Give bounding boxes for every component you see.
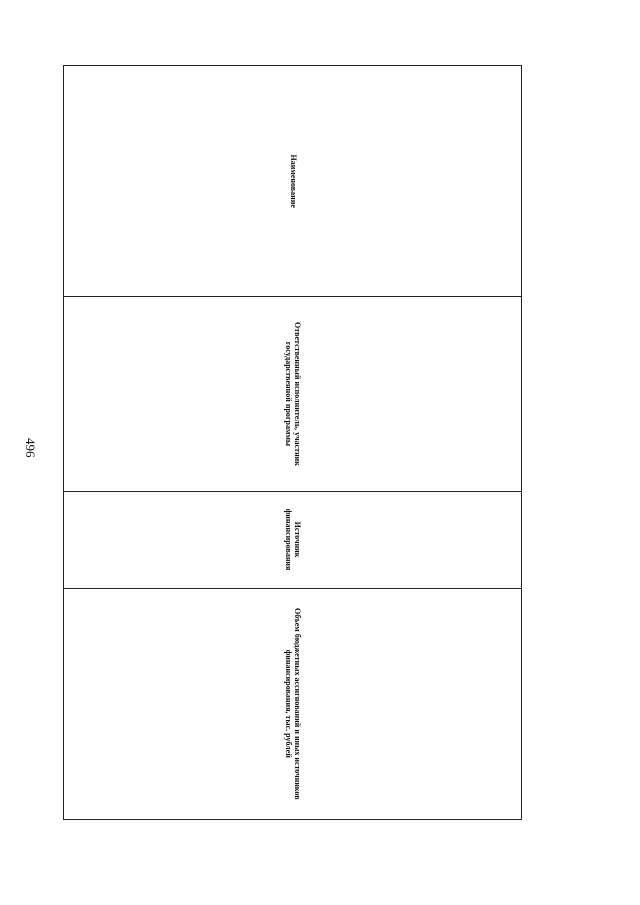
header-source: Источник финансирования bbox=[64, 491, 522, 588]
header-row bbox=[64, 66, 522, 820]
header-name: Наименование bbox=[64, 66, 522, 297]
budget-table bbox=[63, 65, 522, 820]
header-executor: Ответственный исполнитель, участник государственной программы bbox=[64, 297, 522, 491]
rotated-table-container bbox=[63, 65, 522, 820]
page-number: 496 bbox=[23, 438, 38, 458]
header-volume: Объем бюджетных ассигнований и иных источников финансирования, тыс. рублей bbox=[64, 588, 522, 819]
